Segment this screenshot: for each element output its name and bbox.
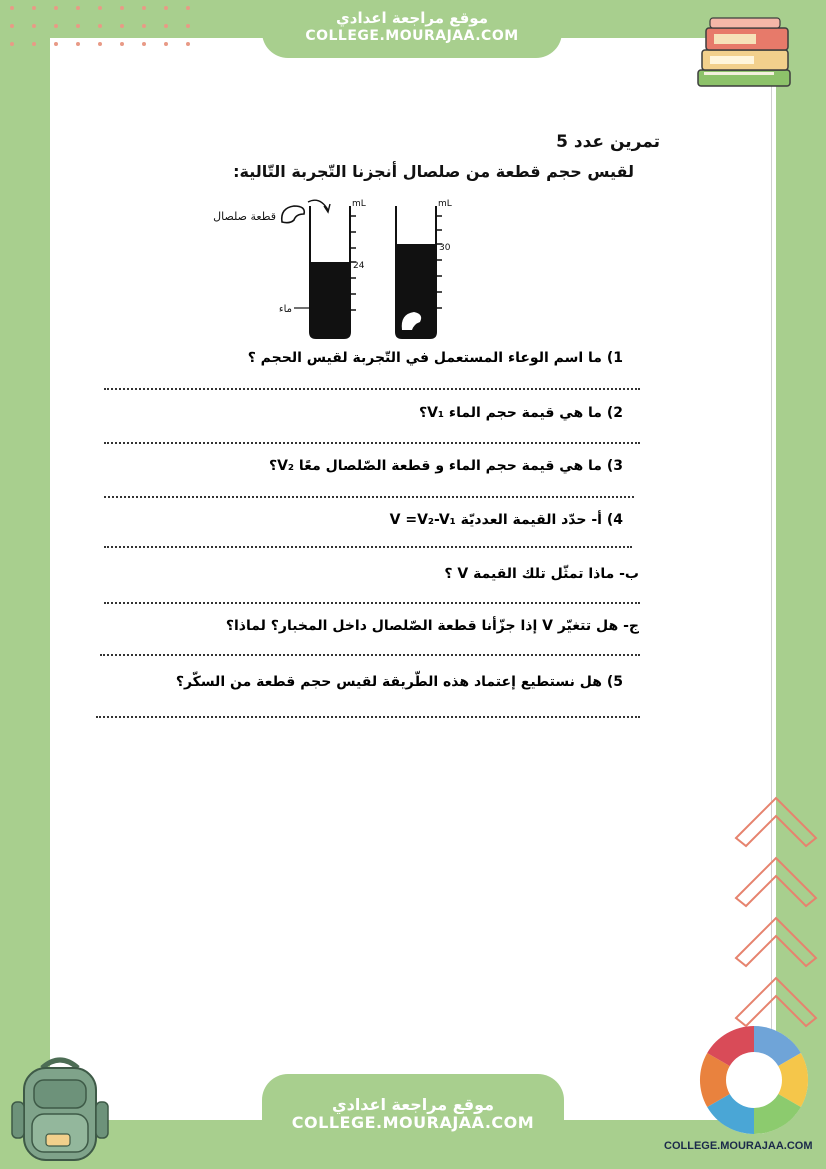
footer-site-url[interactable]: COLLEGE.MOURAJAA.COM [291, 1113, 535, 1132]
exercise-intro: لقيس حجم قطعة من صلصال أنجزنا التّجربة التّالية: [233, 162, 634, 181]
site-url[interactable]: COLLEGE.MOURAJAA.COM [305, 28, 519, 44]
decorative-dots [10, 6, 200, 54]
unit-left: mL [352, 199, 366, 209]
answer-line-5[interactable] [96, 716, 640, 718]
unit-right: mL [438, 199, 452, 209]
question-4a: 4) أ- حدّد القيمة العدديّة V =V₂-V₁ [389, 512, 623, 528]
chevrons-decoration [728, 790, 824, 1030]
answer-line-4a[interactable] [104, 546, 632, 548]
label-water: ماء [278, 304, 292, 315]
question-4b: ب- ماذا تمثّل تلك القيمة V ؟ [444, 566, 639, 582]
footer-site-name-arabic: موقع مراجعة اعدادي [331, 1095, 495, 1114]
answer-line-3[interactable] [104, 496, 634, 498]
college-logo [694, 1022, 816, 1142]
answer-line-4b[interactable] [104, 602, 640, 604]
answer-line-1[interactable] [104, 388, 640, 390]
badge-url[interactable]: COLLEGE.MOURAJAA.COM [664, 1140, 813, 1152]
reading-right: 30 [439, 243, 451, 253]
question-1: 1) ما اسم الوعاء المستعمل في التّجربة لقيس الحجم ؟ [247, 350, 623, 366]
exercise-title: تمرين عدد 5 [556, 132, 660, 152]
question-5: 5) هل نستطيع إعتماد هذه الطّريقة لقيس حجم قطعة من السكّر؟ [175, 674, 623, 690]
answer-line-4c[interactable] [100, 654, 640, 656]
reading-left: 24 [353, 261, 365, 271]
question-2: 2) ما هي قيمة حجم الماء V₁؟ [418, 405, 623, 421]
answer-line-2[interactable] [104, 442, 640, 444]
footer-tab [262, 1074, 564, 1169]
header-tab [262, 0, 562, 58]
question-4c: ج- هل تتغيّر V إذا جزّأنا قطعة الصّلصال داخل المخبار؟ لماذا؟ [225, 618, 639, 634]
graduated-cylinders-figure [210, 192, 470, 342]
books-icon [690, 12, 800, 96]
site-name-arabic: موقع مراجعة اعدادي [336, 9, 488, 27]
cylinder-left [310, 206, 356, 338]
label-piece: قطعة صلصال [213, 210, 276, 223]
cylinder-right [396, 206, 442, 338]
question-3: 3) ما هي قيمة حجم الماء و قطعة الصّلصال معًا V₂؟ [268, 458, 623, 474]
backpack-icon [6, 1052, 114, 1164]
